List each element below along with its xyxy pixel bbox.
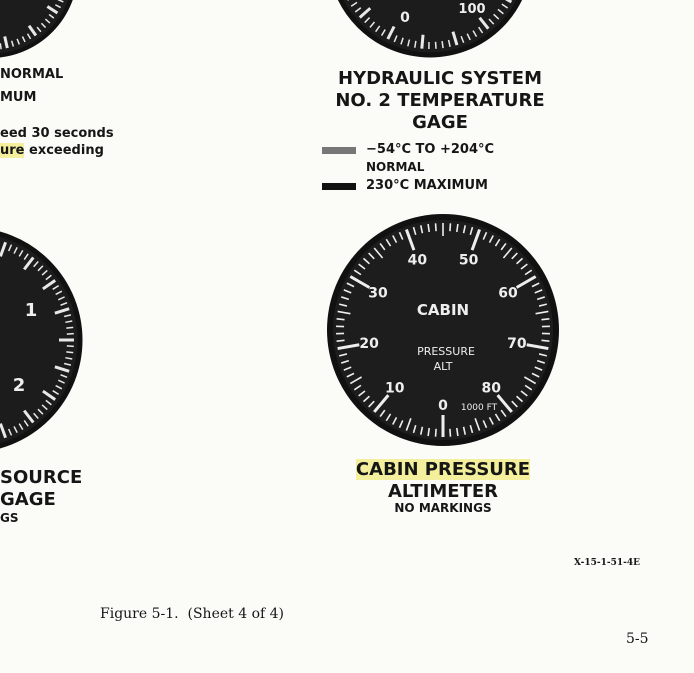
drawing-id: X-15-1-51-4E	[574, 558, 641, 568]
cabin-scale-tick	[337, 340, 345, 341]
cabin-scale-tick	[541, 319, 549, 320]
left-legend-normal: NORMAL	[0, 67, 64, 82]
top-left-gauge-fragment	[0, 0, 76, 56]
left-gauge-tick	[66, 352, 73, 353]
left-gauge-tick-1: 1	[24, 300, 38, 321]
cabin-units-label: 1000 FT	[460, 403, 498, 413]
cabin-caption-line2: ALTIMETER	[387, 481, 499, 502]
cabin-scale-tick	[457, 428, 458, 436]
cabin-scale-tick	[436, 429, 437, 437]
cabin-caption-line1	[300, 459, 586, 481]
cabin-scale-number: 50	[458, 252, 479, 269]
legend-swatch-maximum	[322, 183, 356, 190]
cabin-subface-line2: ALT	[433, 360, 453, 373]
hydraulic-title-line2: NO. 2 TEMPERATURE	[335, 90, 545, 111]
cabin-face-label: CABIN	[416, 301, 470, 319]
legend-swatch-normal	[322, 147, 356, 154]
cabin-scale-tick	[450, 429, 451, 437]
cabin-caption-highlight: CABIN PRESSURE	[355, 459, 531, 480]
hydraulic-gauge-tick	[442, 41, 443, 48]
cabin-scale-tick	[428, 428, 429, 436]
legend-normal-range: −54°C TO +204°C	[366, 142, 495, 157]
figure-caption: Figure 5-1. (Sheet 4 of 4)	[100, 606, 284, 622]
cabin-subface-line1: PRESSURE	[417, 345, 475, 358]
left-caption-line3: GS	[0, 511, 19, 525]
hydraulic-title-line1: HYDRAULIC SYSTEM	[338, 68, 542, 89]
left-caption-line1: SOURCE	[0, 467, 83, 488]
cabin-scale-tick	[541, 340, 549, 341]
hydraulic-tick-100: 100	[458, 2, 486, 17]
cabin-scale-tick	[457, 224, 458, 232]
left-note-line1: eed 30 seconds	[0, 126, 114, 141]
cabin-scale-tick	[436, 223, 437, 231]
legend-normal-label: NORMAL	[366, 160, 425, 174]
legend-maximum: 230°C MAXIMUM	[366, 178, 488, 193]
cabin-scale-tick	[428, 224, 429, 232]
cabin-scale-number: 40	[407, 252, 428, 269]
cabin-scale-number: 30	[368, 285, 388, 302]
cabin-scale-number: 20	[359, 336, 379, 353]
cabin-scale-number: 60	[498, 285, 518, 302]
left-legend-maximum: MUM	[0, 90, 37, 105]
hydraulic-tick-0: 0	[400, 10, 410, 26]
cabin-scale-number: 0	[438, 398, 448, 414]
left-note-line2	[0, 143, 104, 158]
hydraulic-gauge-fragment	[330, 0, 530, 55]
left-caption-line2: GAGE	[0, 489, 56, 510]
cabin-caption-line3: NO MARKINGS	[394, 501, 492, 515]
cabin-scale-number: 70	[507, 336, 527, 353]
hydraulic-title-line3: GAGE	[412, 112, 468, 133]
page-number: 5-5	[626, 631, 649, 647]
left-note-rest: exceeding	[24, 143, 104, 158]
cabin-pressure-altimeter	[327, 214, 559, 446]
cabin-scale-number: 80	[481, 380, 501, 397]
left-source-gauge-fragment	[0, 230, 80, 450]
cabin-scale-tick	[337, 319, 345, 320]
cabin-scale-number: 10	[385, 380, 405, 397]
left-gauge-tick	[66, 327, 73, 328]
left-gauge-tick-2: 2	[12, 375, 26, 396]
left-note-highlight: ure	[0, 143, 25, 158]
cabin-scale-tick	[450, 223, 451, 231]
hydraulic-gauge-tick	[422, 35, 423, 49]
top-left-gauge-tick	[0, 43, 1, 49]
